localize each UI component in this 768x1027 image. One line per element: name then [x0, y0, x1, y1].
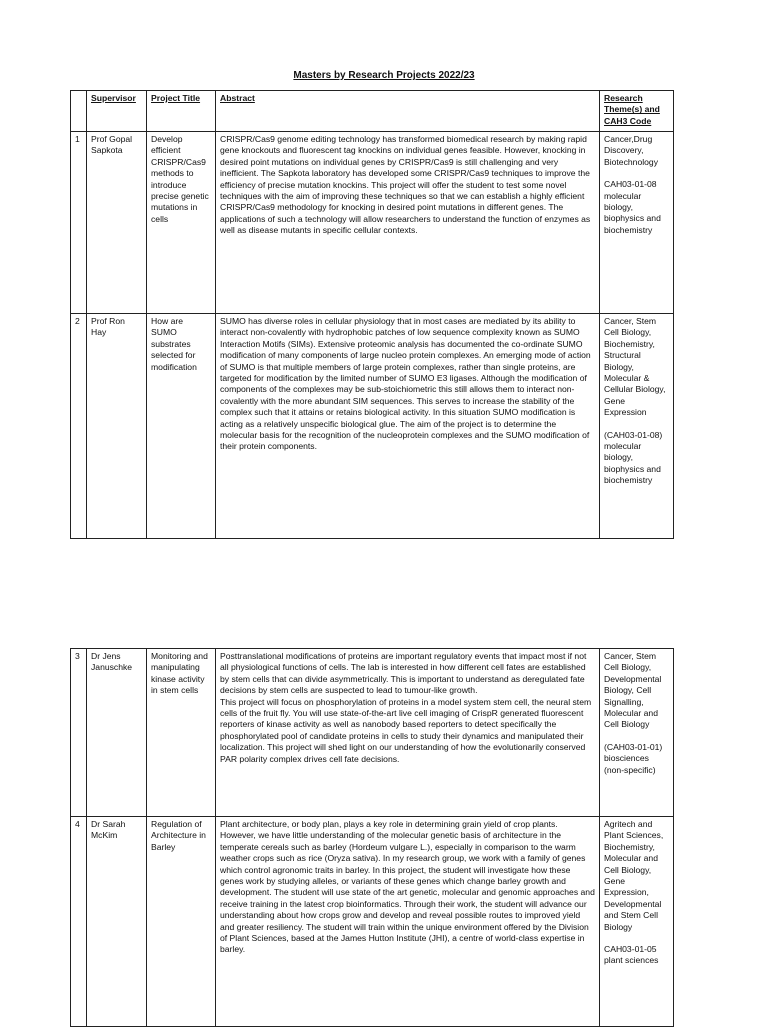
- table-row: [71, 817, 674, 1027]
- header-supervisor: Supervisor: [87, 91, 147, 132]
- theme-list: Cancer,Drug Discovery, Biotechnology: [604, 134, 658, 167]
- document-title: Masters by Research Projects 2022/23: [293, 70, 475, 81]
- project-supervisor: Dr Jens Januschke: [87, 649, 147, 817]
- project-theme: [600, 132, 674, 314]
- project-number: 2: [71, 314, 87, 539]
- cah3-code: (CAH03-01-08) molecular biology, biophysics and biochemistry: [604, 429, 663, 486]
- project-number: 4: [71, 817, 87, 1027]
- cah3-code: CAH03-01-08 molecular biology, biophysics and biochemistry: [604, 179, 661, 235]
- table-row: [71, 132, 674, 314]
- header-number: [71, 91, 87, 132]
- projects-table-part-2: [70, 648, 674, 1027]
- project-theme: [600, 649, 674, 817]
- project-number: 3: [71, 649, 87, 817]
- header-research-theme: Research Theme(s) and CAH3 Code: [600, 91, 674, 132]
- project-abstract: CRISPR/Cas9 genome editing technology has transformed biomedical research by making rapid gene knockouts and fluorescent tag knockins on individual genes feasible. However, knocking in desired point mutations on individual genes by CRISPR/Cas9 is still challenging and very inefficient. The Sapkota laboratory has developed some CRISPR/Cas9 techniques to improve the efficiency of precise mutation knockins. This project will offer the student to test some novel techniques with the aim of improving these techniques so that we can establish a highly efficient CRISPR/Cas9 methodology for knocking in desired point mutations in different genes. The applications of such a technology will allow researchers to understand the function of enzymes as well as disease mutants in specific cellular contexts.: [216, 132, 600, 314]
- table-row: [71, 649, 674, 817]
- table-header-row: [71, 91, 674, 132]
- project-supervisor: Dr Sarah McKim: [87, 817, 147, 1027]
- project-title: Regulation of Architecture in Barley: [147, 817, 216, 1027]
- project-title: Develop efficient CRISPR/Cas9 methods to introduce precise genetic mutations in cells: [147, 132, 216, 314]
- abstract-paragraph: This project will focus on phosphorylation of proteins in a model system stem cell, the neural stem cells of the fruit fly. You will use state-of-the-art live cell imaging of CrispR generated fluorescent reporters of kinase activity as well as nanobody based reporters to detect specifically the phosphorylated pool of candidate proteins in cells to study their dynamics and manipulated their localization. This project will shed light on our understanding of how the evolutionarily conserved PAR polarity complex drives cell fate decisions.: [220, 696, 592, 764]
- project-number: 1: [71, 132, 87, 314]
- project-supervisor: Prof Gopal Sapkota: [87, 132, 147, 314]
- project-title: How are SUMO substrates selected for modification: [147, 314, 216, 539]
- projects-table-part-1: [70, 90, 674, 539]
- cah3-code: (CAH03-01-01) biosciences (non-specific): [604, 741, 663, 775]
- project-supervisor: Prof Ron Hay: [87, 314, 147, 539]
- theme-list: Cancer, Stem Cell Biology, Biochemistry, Structural Biology, Molecular & Cellular Biology, Gene Expression: [604, 316, 666, 418]
- project-theme: [600, 817, 674, 1027]
- project-title: Monitoring and manipulating kinase activity in stem cells: [147, 649, 216, 817]
- project-abstract: [216, 649, 600, 817]
- project-abstract: SUMO has diverse roles in cellular physiology that in most cases are mediated by its ability to interact non-covalently with hydrophobic patches of low sequence complexity known as SUMO Interaction Motifs (SIMs). Extensive proteomic analysis has documented the co-ordinate SUMO modification of many components of large nucleo protein complexes. An emerging mode of action of SUMO is that multiple members of large protein complexes, rather than single proteins, are targeted for modification by the limited number of SUMO E3 ligases. Although the modification of components of the complexes may be sub-stoichiometric this still allows them to interact non-covalently with the more abundant SIM sequences. This serves to increase the stability of the complex such that it attains or retains biological activity. In this situation SUMO modification is acting as a relatively unspecific biological glue. The aim of the project is to determine the molecular basis for the recognition of the nucleoprotein complexes and the SUMO modification of their protein components.: [216, 314, 600, 539]
- project-theme: [600, 314, 674, 539]
- cah3-code: CAH03-01-05 plant sciences: [604, 944, 659, 966]
- header-project-title: Project Title: [147, 91, 216, 132]
- theme-list: Cancer, Stem Cell Biology, Developmental Biology, Cell Signalling, Molecular and Cell Biology: [604, 651, 662, 730]
- theme-list: Agritech and Plant Sciences, Biochemistry, Molecular and Cell Biology, Gene Expression, Developmental and Stem Cell Biology: [604, 819, 664, 932]
- project-abstract: Plant architecture, or body plan, plays a key role in determining grain yield of crop plants. However, we have little understanding of the molecular genetic basis of architecture in the temperate cereals such as barley (Hordeum vulgare L.), especially in comparison to the warm weather crops such as rice (Oryza sativa). In my research group, we work with a family of genes which control agronomic traits in barley. In this project, the student will investigate how these genes work by studying alleles, or variants of these genes which change barley growth and development. The student will use state of the art genetic, molecular and genomic approaches and receive training in the latest crop bioinformatics. Through their work, the student will advance our understanding about how crops grow and develop and reveal possible routes to improved yield and greater resiliency. The student will train within the unique environment offered by the Division of Plant Sciences, based at the James Hutton Institute (JHI), a centre of world-class expertise in barley.: [216, 817, 600, 1027]
- abstract-paragraph: Posttranslational modifications of proteins are important regulatory events that impact most if not all physiological functions of cells. The lab is interested in how different cell fates are established by stem cells that can divide asymmetrically. This is important to understand as deregulated fate decisions by stem cells are suspected to lead to tumour-like growth.: [220, 651, 587, 696]
- table-row: [71, 314, 674, 539]
- header-abstract: Abstract: [216, 91, 600, 132]
